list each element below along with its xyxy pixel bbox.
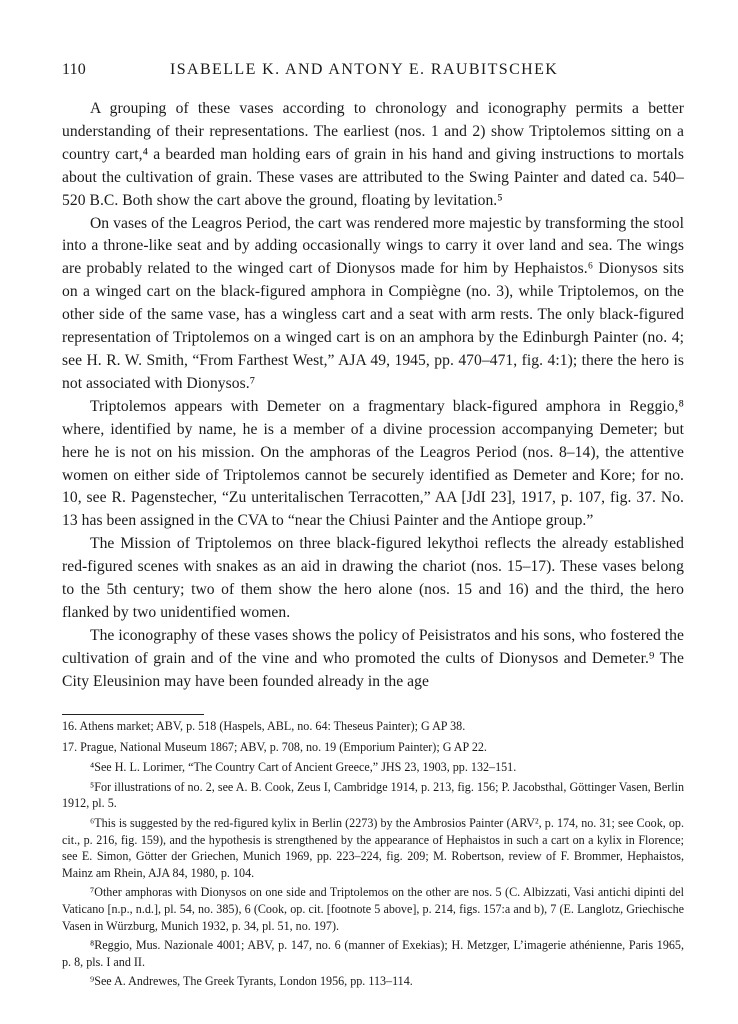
footnote-7: ⁷Other amphoras with Dionysos on one side and Triptolemos on the other are nos. 5 (C. Albizzati, Vasi antichi dipinti del Vaticano [n.p., n.d.], pl. 54, no. 385), 6 (Cook, op. cit. [footnote 5 above], p. 214, figs. 157:a and b), 7 (E. Langlotz, Griechische Vasen in Würzburg, Munich 1932, p. 34, pl. 51, no. 197).: [62, 885, 684, 933]
footnote-9: ⁹See A. Andrewes, The Greek Tyrants, London 1956, pp. 113–114.: [90, 974, 413, 989]
footnote-divider: [62, 714, 204, 715]
footnote-5: ⁵For illustrations of no. 2, see A. B. Cook, Zeus I, Cambridge 1914, p. 213, fig. 156; P. Jacobsthal, Göttinger Vasen, Berlin 1912, pl. 5.: [62, 779, 684, 811]
paragraph-1: A grouping of these vases according to chronology and iconography permits a better understanding of their representations. The earliest (nos. 1 and 2) show Triptolemos sitting on a country cart,⁴ a bearded man holding ears of grain in his hand and giving instructions to mortals about the cultivation of grain. These vases are attributed to the Swing Painter and dated ca. 540–520 B.C. Both show the cart above the ground, floating by levitation.⁵: [62, 100, 684, 209]
paragraph-3: Triptolemos appears with Demeter on a fragmentary black-figured amphora in Reggio,⁸ where, identified by name, he is a member of a divine procession accompanying Demeter; but here he is not on his mission. On the amphoras of the Leagros Period (nos. 8–14), the attentive women on either side of Triptolemos cannot be securely identified as Demeter and Kore; for no. 10, see R. Pagenstecher, “Zu unteritalischen Terracotten,” AA [JdI 23], 1917, p. 107, fig. 37. No. 13 has been assigned in the CVA to “near the Chiusi Painter and the Antiope group.”: [62, 397, 684, 530]
footnotes: [62, 718, 684, 993]
catalog-entry-17: 17. Prague, National Museum 1867; ABV, p. 708, no. 19 (Emporium Painter); G AP 22.: [62, 739, 487, 754]
page-header: [62, 61, 682, 83]
page-number: 110: [62, 61, 87, 78]
footnote-6: ⁶This is suggested by the red-figured kylix in Berlin (2273) by the Ambrosios Painter (ARV², p. 174, no. 31; see Cook, op. cit., p. 216, fig. 159), and the hypothesis is strengthened by the appearance of Hephaistos in such a cart on a kylix in Florence; see E. Simon, Götter der Griechen, Munich 1969, pp. 223–224, fig. 209; M. Robertson, review of F. Brommer, Hephaistos, Mainz am Rhein, AJA 84, 1980, p. 104.: [62, 815, 684, 880]
paragraph-5: The iconography of these vases shows the policy of Peisistratos and his sons, who fostered the cultivation of grain and of the vine and who promoted the cults of Dionysos and Demeter.⁹ The City Eleusinion may have been founded already in the age: [62, 626, 684, 690]
paragraph-2: On vases of the Leagros Period, the cart was rendered more majestic by transforming the stool into a throne-like seat and by adding occasionally wings to carry it over land and sea. The wings are probably related to the winged cart of Dionysos made for him by Hephaistos.⁶ Dionysos sits on a winged cart on the black-figured amphora in Compiègne (no. 3), while Triptolemos, on the other side of the same vase, has a wingless cart and a seat with arm rests. The only black-figured representation of Triptolemos on a winged cart is on an amphora by the Edinburgh Painter (no. 4; see H. R. W. Smith, “From Farthest West,” AJA 49, 1945, pp. 470–471, fig. 4:1); there the hero is not associated with Dionysos.⁷: [62, 214, 684, 392]
running-head: ISABELLE K. AND ANTONY E. RAUBITSCHEK: [170, 61, 559, 78]
catalog-entry-16: 16. Athens market; ABV, p. 518 (Haspels, ABL, no. 64: Theseus Painter); G AP 38.: [62, 719, 466, 733]
footnote-4: ⁴See H. L. Lorimer, “The Country Cart of Ancient Greece,” JHS 23, 1903, pp. 132–151.: [90, 760, 517, 775]
body-text: [62, 98, 684, 694]
paragraph-4: The Mission of Triptolemos on three black-figured lekythoi reflects the already established red-figured scenes with snakes as an aid in drawing the chariot (nos. 15–17). These vases belong to the 5th century; two of them show the hero alone (nos. 15 and 16) and the third, the hero flanked by two unidentified women.: [62, 535, 684, 621]
footnote-8: ⁸Reggio, Mus. Nazionale 4001; ABV, p. 147, no. 6 (manner of Exekias); H. Metzger, L’imagerie athénienne, Paris 1965, p. 8, pls. I and II.: [62, 938, 684, 969]
